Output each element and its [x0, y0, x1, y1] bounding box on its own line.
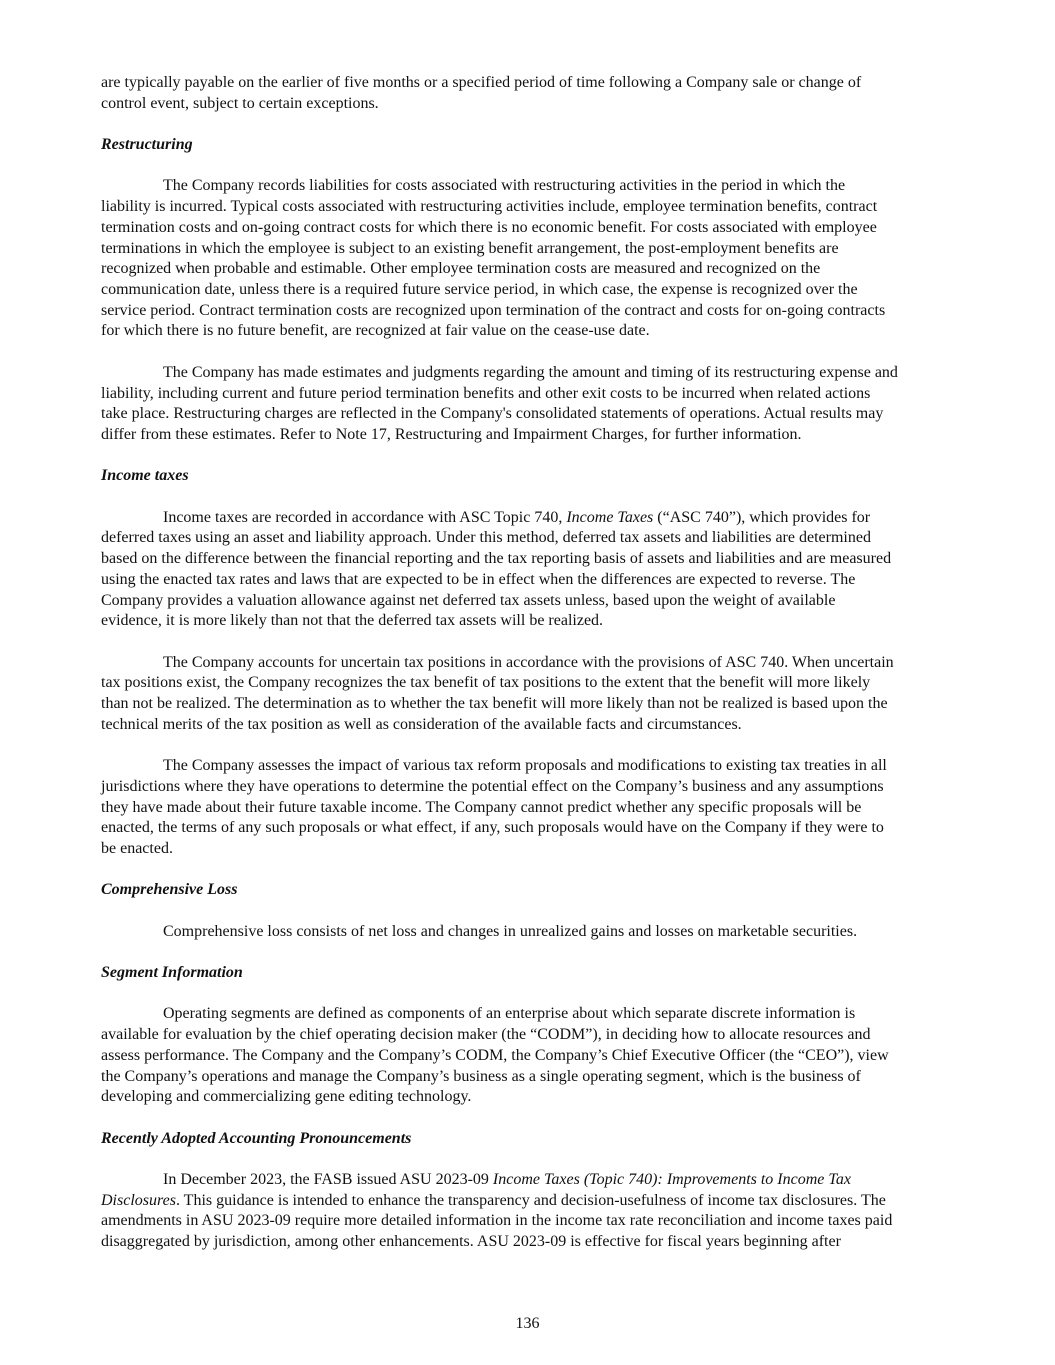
text-line: than not be realized. The determination as to whether the tax benefit will more likely than not be realized is based upon the	[101, 695, 888, 712]
text-line: they have made about their future taxable income. The Company cannot predict whether any specific proposals will be	[101, 798, 862, 816]
document-page	[101, 73, 971, 1253]
text-line: differ from these estimates. Refer to Note 17, Restructuring and Impairment Charges, for further information.	[101, 425, 802, 443]
text-line: the Company’s operations and manage the Company’s business as a single operating segment, which is the business of	[101, 1067, 861, 1085]
text-line: The Company assesses the impact of various tax reform proposals and modifications to existing tax treaties in all	[163, 757, 887, 775]
text-line: enacted, the terms of any such proposals or what effect, if any, such proposals would have on the Company if they were to	[101, 819, 884, 837]
text-line: termination costs and on-going contract costs for which there is no economic benefit. For costs associated with employee	[101, 218, 877, 236]
page-number: 136	[515, 1315, 540, 1332]
text-line: assess performance. The Company and the Company’s CODM, the Company’s Chief Executive Officer (the “CEO”), view	[101, 1046, 889, 1064]
restructuring-paragraph-1	[101, 176, 971, 342]
text-line: The Company accounts for uncertain tax positions in accordance with the provisions of ASC 740. When uncertain	[163, 653, 894, 671]
text-line: control event, subject to certain exceptions.	[101, 94, 379, 112]
income-taxes-paragraph-1	[101, 508, 971, 632]
text-line: based on the difference between the financial reporting and the tax reporting basis of assets and liabilities and are measured	[101, 550, 892, 568]
text-line: recognized when probable and estimable. Other employee termination costs are measured and recognized on the	[101, 260, 821, 278]
restructuring-paragraph-2	[101, 363, 971, 446]
restructuring-heading: Restructuring	[101, 136, 193, 154]
text-line: Comprehensive loss consists of net loss and changes in unrealized gains and losses on marketable securities.	[163, 922, 858, 940]
text-line: evidence, it is more likely than not that the deferred tax assets will be realized.	[101, 612, 604, 630]
asc-740-title: Income Taxes	[566, 508, 654, 526]
text-line: deferred taxes using an asset and liability approach. Under this method, deferred tax assets and liabilities are determined	[101, 529, 871, 547]
income-taxes-paragraph-2	[101, 653, 971, 736]
recently-adopted-pronouncements-paragraph	[101, 1170, 971, 1253]
text-line: communication date, unless there is a required future service period, in which case, the expense is recognized over the	[101, 281, 858, 298]
segment-information-paragraph	[101, 1004, 971, 1108]
text-line: In December 2023, the FASB issued ASU 2023-09 Income Taxes (Topic 740): Improvements to Income Tax	[163, 1171, 851, 1189]
text-line: take place. Restructuring charges are reflected in the Company's consolidated statements of operations. Actual results may	[101, 405, 884, 423]
text-line: Company provides a valuation allowance against net deferred tax assets unless, based upon the weight of available	[101, 591, 836, 609]
text-line: Disclosures. This guidance is intended to enhance the transparency and decision-usefulness of income tax disclosures. The	[101, 1191, 886, 1209]
text-line: The Company has made estimates and judgments regarding the amount and timing of its restructuring expense and	[163, 363, 898, 381]
text-line: available for evaluation by the chief operating decision maker (the “CODM”), in deciding how to allocate resources and	[101, 1026, 871, 1044]
text-line: be enacted.	[101, 839, 173, 857]
segment-information-heading: Segment Information	[101, 964, 243, 982]
text-line: for which there is no future benefit, are recognized at fair value on the cease-use date.	[101, 322, 650, 340]
text-line: amendments in ASU 2023-09 require more detailed information in the income tax rate reconciliation and income taxes paid	[101, 1212, 893, 1230]
comprehensive-loss-paragraph	[101, 922, 971, 943]
comprehensive-loss-heading: Comprehensive Loss	[101, 881, 238, 899]
text-line: service period. Contract termination costs are recognized upon termination of the contract and costs for on-going contracts	[101, 301, 886, 319]
income-taxes-heading: Income taxes	[101, 467, 189, 485]
text-line: technical merits of the tax position as well as consideration of the available facts and circumstances.	[101, 715, 742, 733]
text-line: liability, including current and future period termination benefits and other exit costs to be incurred when related actions	[101, 384, 871, 402]
text-line: are typically payable on the earlier of five months or a specified period of time following a Company sale or change of	[101, 74, 862, 91]
text-line: Income taxes are recorded in accordance with ASC Topic 740, Income Taxes (“ASC 740”), which provides for	[163, 508, 871, 526]
text-line: developing and commercializing gene editing technology.	[101, 1088, 472, 1106]
text-line: tax positions exist, the Company recognizes the tax benefit of tax positions to the extent that the benefit will more likely	[101, 674, 871, 692]
text-line: jurisdictions where they have operations to determine the potential effect on the Company’s business and any assumptions	[101, 777, 884, 795]
text-line: The Company records liabilities for costs associated with restructuring activities in the period in which the	[163, 177, 846, 195]
asu-title: Income Taxes (Topic 740): Improvements to Income Tax	[492, 1171, 851, 1189]
text-line: Operating segments are defined as components of an enterprise about which separate discrete information is	[163, 1005, 856, 1023]
asu-title-continued: Disclosures	[101, 1191, 176, 1209]
income-taxes-paragraph-3	[101, 756, 971, 860]
text-line: disaggregated by jurisdiction, among other enhancements. ASU 2023-09 is effective for fiscal years beginning after	[101, 1233, 841, 1251]
text-line: using the enacted tax rates and laws that are expected to be in effect when the differences are expected to reverse. The	[101, 570, 856, 588]
text-line: liability is incurred. Typical costs associated with restructuring activities include, employee termination benefits, contract	[101, 198, 878, 216]
intro-paragraph	[101, 73, 971, 114]
text-line: terminations in which the employee is subject to an existing benefit arrangement, the post-employment benefits are	[101, 239, 839, 257]
recently-adopted-pronouncements-heading: Recently Adopted Accounting Pronouncements	[101, 1129, 412, 1147]
